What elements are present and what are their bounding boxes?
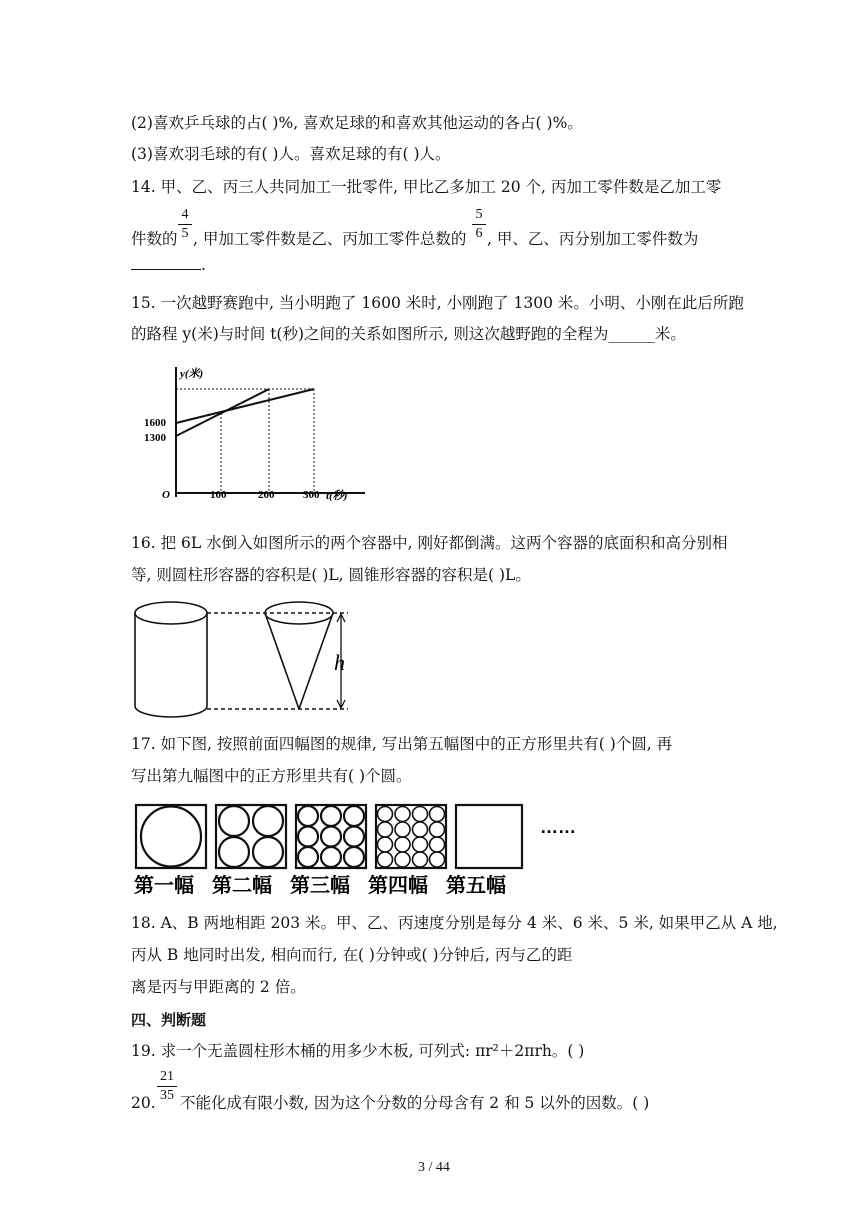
q17-line2: 写出第九幅图中的正方形里共有( )个圆。 bbox=[131, 767, 412, 785]
height-label: h bbox=[334, 650, 345, 675]
cylinder bbox=[135, 602, 207, 717]
q14-line1: 14. 甲、乙、丙三人共同加工一批零件, 甲比乙多加工 20 个, 丙加工零件数是乙加工零 bbox=[131, 178, 722, 196]
q18-line2: 丙从 B 地同时出发, 相向而行, 在( )分钟或( )分钟后, 丙与乙的距 bbox=[131, 946, 573, 964]
line-xiaogang bbox=[176, 389, 269, 436]
cone bbox=[265, 602, 333, 709]
square-5 bbox=[456, 805, 522, 868]
x-axis-label: t(秒) bbox=[326, 490, 348, 502]
fraction-denominator: 35 bbox=[160, 1088, 174, 1103]
x-tick-100: 100 bbox=[210, 489, 227, 501]
x-tick-300: 300 bbox=[303, 489, 320, 501]
x-tick-200: 200 bbox=[258, 489, 275, 501]
q17-line1: 17. 如下图, 按照前面四幅图的规律, 写出第五幅图中的正方形里共有( )个圆, 再 bbox=[131, 735, 673, 753]
q16-line1: 16. 把 6L 水倒入如图所示的两个容器中, 刚好都倒满。这两个容器的底面积和高分别相 bbox=[131, 534, 728, 552]
fraction-4-5 bbox=[178, 207, 192, 242]
q20-text: 不能化成有限小数, 因为这个分数的分母含有 2 和 5 以外的因数。( ) bbox=[180, 1094, 650, 1112]
q15-line1: 15. 一次越野赛跑中, 当小明跑了 1600 米时, 小刚跑了 1300 米。小明、小刚在此后所跑 bbox=[131, 294, 744, 312]
y-axis-label: y(米) bbox=[180, 368, 204, 380]
fraction-bar bbox=[157, 1086, 177, 1087]
caption-3: 第三幅 bbox=[290, 875, 350, 897]
q14-answer-blank bbox=[131, 255, 206, 275]
fraction-denominator: 5 bbox=[181, 226, 189, 241]
fraction-21-35 bbox=[157, 1069, 177, 1104]
answer-blank bbox=[131, 255, 201, 270]
page-number: 3 / 44 bbox=[418, 1160, 450, 1175]
origin-label: O bbox=[162, 489, 170, 501]
ellipsis: …… bbox=[540, 817, 576, 837]
q14-line2b: , 甲加工零件数是乙、丙加工零件总数的 bbox=[193, 230, 467, 248]
q14-period: . bbox=[201, 256, 206, 274]
q18-line3: 离是丙与甲距离的 2 倍。 bbox=[131, 978, 306, 996]
caption-4: 第四幅 bbox=[368, 875, 428, 897]
q19: 19. 求一个无盖圆柱形木桶的用多少木板, 可列式: πr²＋2πrh。( ) bbox=[131, 1042, 585, 1060]
q16-line2: 等, 则圆柱形容器的容积是( )L, 圆锥形容器的容积是( )L。 bbox=[131, 566, 531, 584]
fraction-numerator: 5 bbox=[475, 207, 483, 222]
y-tick-1300: 1300 bbox=[144, 432, 166, 444]
q14-line2c: , 甲、乙、丙分别加工零件数为 bbox=[487, 230, 699, 248]
q14-line2a: 件数的 bbox=[131, 230, 178, 248]
square-2 bbox=[216, 805, 286, 868]
q17-circles-pattern bbox=[134, 803, 594, 903]
caption-1: 第一幅 bbox=[134, 875, 194, 897]
q13-part2: (2)喜欢乒乓球的占( )%, 喜欢足球的和喜欢其他运动的各占( )%。 bbox=[131, 114, 583, 132]
circle bbox=[141, 807, 201, 867]
square-1 bbox=[136, 805, 206, 868]
fraction-bar bbox=[178, 224, 192, 225]
caption-5: 第五幅 bbox=[446, 875, 506, 897]
y-tick-1600: 1600 bbox=[144, 417, 166, 429]
fraction-bar bbox=[472, 224, 486, 225]
fraction-numerator: 4 bbox=[181, 207, 189, 222]
q15-distance-time-graph bbox=[140, 362, 380, 512]
q18-line1: 18. A、B 两地相距 203 米。甲、乙、丙速度分别是每分 4 米、6 米、5 米, 如果甲乙从 A 地, bbox=[131, 914, 778, 932]
fraction-numerator: 21 bbox=[160, 1069, 174, 1084]
q20-number: 20. bbox=[131, 1094, 156, 1112]
square-3 bbox=[296, 805, 366, 868]
section-heading: 四、判断题 bbox=[131, 1011, 207, 1029]
line-xiaoming bbox=[176, 389, 314, 423]
fraction-denominator: 6 bbox=[475, 226, 483, 241]
q16-cylinder-cone-figure bbox=[133, 598, 363, 723]
caption-2: 第二幅 bbox=[212, 875, 272, 897]
q15-line2: 的路程 y(米)与时间 t(秒)之间的关系如图所示, 则这次越野跑的全程为______米。 bbox=[131, 325, 686, 343]
fraction-5-6 bbox=[472, 207, 486, 242]
q13-part3: (3)喜欢羽毛球的有( )人。喜欢足球的有( )人。 bbox=[131, 145, 451, 163]
